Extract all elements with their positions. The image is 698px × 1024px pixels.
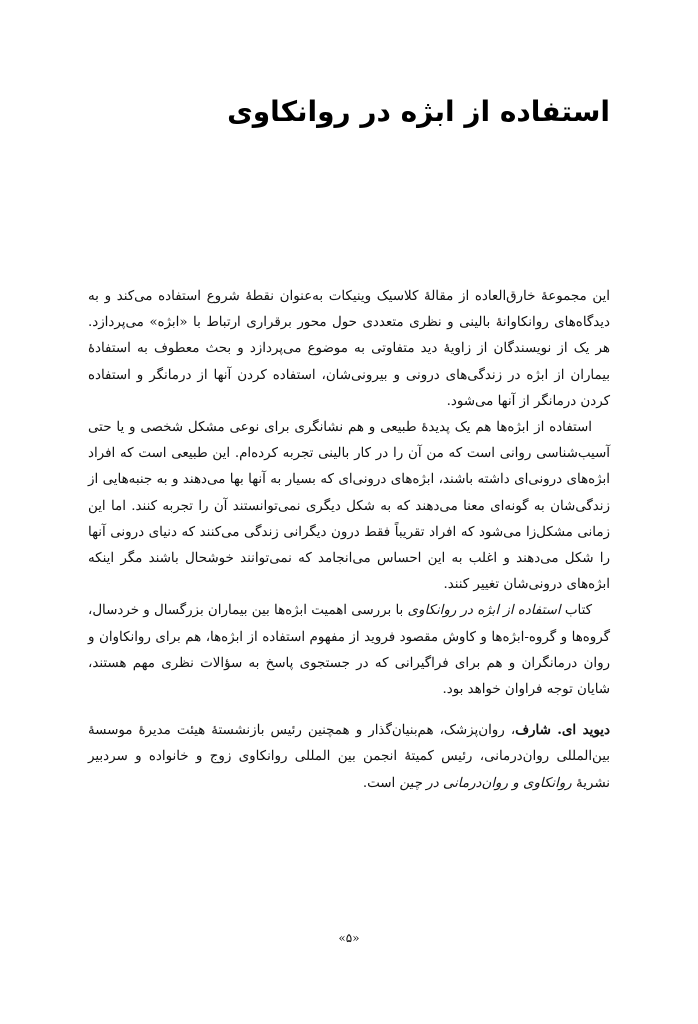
author-bio-text: ، روان‌پزشک، هم‌بنیان‌گذار و همچنین رئیس بازنشستهٔ هیئت مدیرهٔ موسسهٔ بین‌المللی روان‌درمانی، رئیس کمیتهٔ انجمن بین المللی روانکاوی زوج و خانواده و سردبیر نشریهٔ (88, 723, 610, 791)
book-summary-lead: کتاب (560, 603, 592, 619)
book-summary-paragraph (88, 598, 610, 703)
book-title-reference: استفاده از ابژه در روانکاوی (407, 603, 561, 619)
author-bio-end: است. (362, 775, 400, 791)
book-summary-rest: با بررسی اهمیت ابژه‌ها بین بیماران بزرگسال و خردسال، گروه‌ها و گروه-ابژه‌ها و کاوش مقصود فروید از مفهوم استفاده از ابژه‌ها، هم برای روانکاوان و روان درمانگران و هم برای فراگیرانی که در جستجوی پاسخ به سؤالات نظری مهم هستند، شایان توجه فراوان خواهد بود. (88, 603, 610, 698)
journal-title-reference: روانکاوی و روان‌درمانی در چین (399, 775, 572, 791)
intro-paragraph: این مجموعهٔ خارق‌العاده از مقالهٔ کلاسیک وینیکات به‌عنوان نقطهٔ شروع استفاده می‌کند و به دیدگاه‌های روانکاوانهٔ بالینی و نظری متعددی حول محور برقراری ارتباط با «ابژه» می‌پردازد. هر یک از نویسندگان از زاویهٔ دید متفاوتی به موضوع می‌پردازد و بحث معطوف به استفادهٔ بیماران از ابژه در زندگی‌های درونی و بیرونی‌شان، استفاده کردن آنها از درمانگر و استفاده کردن درمانگر از آنها می‌شود. (88, 289, 610, 409)
page-number: «۵» (338, 931, 360, 945)
page-title: استفاده از ابژه در روانکاوی (227, 95, 610, 128)
object-use-paragraph: استفاده از ابژه‌ها هم یک پدیدهٔ طبیعی و هم نشانگری برای نوعی مشکل شخصی و یا حتی آسیب‌شناسی روانی است که من آن را در کار بالینی تجربه کرده‌ام. این طبیعی است که افراد ابژه‌های درونی‌ای داشته باشند، ابژه‌های درونی‌ای که بسیار به آنها بها می‌دهند و به جنبه‌هایی از زندگی‌شان به گونه‌ای معنا می‌دهند که به شکل دیگری نمی‌توانستند آن را تجربه کنند. اما این زمانی مشکل‌زا می‌شود که افراد تقریباً فقط درون دیگرانی زندگی می‌کنند که دنیای درونی آنها را شکل می‌دهند و اغلب به این احساس می‌انجامد که نمی‌توانند خوشحال باشند مگر اینکه ابژه‌های درونی‌شان تغییر کنند. (88, 420, 610, 593)
back-cover-text (88, 284, 610, 797)
author-bio-paragraph (88, 717, 610, 797)
author-name: دیوید ای. شارف (515, 722, 610, 739)
